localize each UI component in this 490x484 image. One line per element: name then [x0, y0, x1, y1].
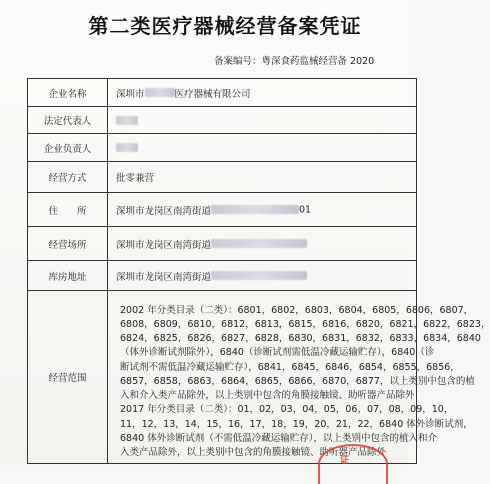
value-business-mode: 批零兼营 — [108, 162, 417, 193]
warehouse-prefix: 深圳市龙岗区南湾街道 — [116, 271, 212, 283]
value-residence — [108, 193, 417, 227]
label-legal-rep: 法定代表人 — [28, 107, 108, 134]
scope-line: （体外诊断试剂除外），6840（诊断试剂需低温冷藏运输贮存），6840（诊 — [120, 347, 435, 359]
value-principal — [108, 134, 417, 162]
scope-line: 6808，6809，6810，6812，6813，6815，6816，6820，6821，6822，6823， — [120, 319, 490, 331]
document-title: 第二类医疗器械经营备案凭证 — [88, 14, 362, 38]
scope-line: 入类产品除外，以上类别中包含的角膜接触镜、助听器产品除外 — [120, 446, 387, 458]
label-residence: 住 所 — [28, 193, 108, 227]
record-number: 备案编号：粤深食药监械经营备 2020 — [214, 56, 375, 67]
value-scope — [108, 291, 490, 464]
official-seal — [318, 444, 388, 484]
redacted-text — [211, 239, 307, 248]
redacted-text — [116, 143, 138, 152]
row-residence — [28, 193, 417, 227]
residence-prefix: 深圳市龙岗区南湾街道 — [116, 205, 212, 217]
residence-suffix: 01 — [299, 204, 312, 215]
scope-line: 2017 年分类目录（二类）：01，02，03，04，05，06，07，08，09，10， — [120, 404, 454, 416]
label-principal: 企业负责人 — [28, 134, 108, 162]
value-warehouse — [108, 261, 417, 291]
redacted-text — [211, 205, 299, 214]
scope-line: 2002 年分类目录（二类）：6801，6802，6803，6804，6805，6806，6807， — [120, 304, 474, 316]
scope-line: 11，12，13，14，15，16，17，18，19，20，21，22，6840 体外诊断试剂， — [120, 418, 473, 430]
label-warehouse: 库房地址 — [28, 261, 108, 291]
row-scope — [28, 291, 417, 464]
scope-line: 断试剂不需低温冷藏运输贮存），6841，6845，6846，6854，6855，6856， — [120, 361, 460, 373]
company-name-suffix: 医疗器械有限公司 — [174, 88, 251, 100]
value-company-name — [108, 79, 417, 107]
scope-line: 6840 体外诊断试剂（不需低温冷藏运输贮存），以上类别中包含的植入和介 — [120, 432, 437, 444]
scope-line: 6857，6858，6863，6864，6865，6866，6870，6877，以上类别中包含的植 — [120, 375, 475, 387]
certificate-table — [27, 78, 490, 464]
redacted-text — [145, 88, 175, 97]
row-legal-rep — [28, 107, 417, 134]
company-name-prefix: 深圳市 — [116, 88, 145, 100]
row-principal — [28, 134, 417, 162]
label-company-name: 企业名称 — [28, 79, 108, 107]
value-legal-rep — [108, 107, 417, 134]
scope-line: 6824，6825，6826，6827，6828，6830，6831，6832，6833，6834，6840 — [120, 333, 481, 345]
row-warehouse — [28, 261, 417, 291]
label-premises: 经营场所 — [28, 227, 108, 261]
label-business-mode: 经营方式 — [28, 162, 108, 193]
row-company-name — [28, 79, 417, 107]
row-business-mode — [28, 162, 417, 193]
row-premises — [28, 227, 417, 261]
redacted-text — [116, 116, 138, 125]
official-seal-text: 证 — [340, 456, 350, 466]
redacted-text — [211, 271, 307, 280]
value-premises — [108, 227, 417, 261]
scope-line: 入和介入类产品除外，以上类别中包含的角膜接触镜、助听器产品除外 — [120, 390, 415, 402]
premises-prefix: 深圳市龙岗区南湾街道 — [116, 239, 212, 251]
label-scope: 经营范围 — [28, 291, 108, 464]
